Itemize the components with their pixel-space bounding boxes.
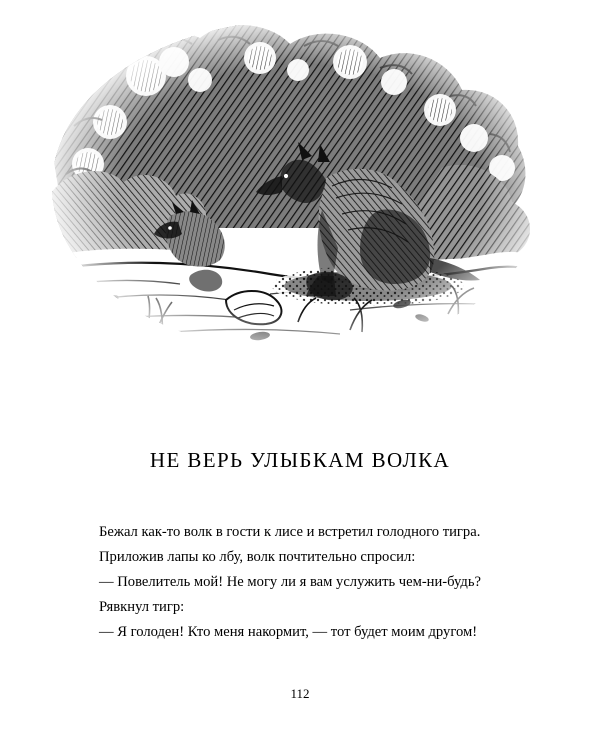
page-number: 112 <box>290 686 310 701</box>
paragraph: Бежал как-то волк в гости к лисе и встретил голодного тигра. <box>99 524 481 540</box>
paragraph: — Я голоден! Кто меня накормит, — тот будет моим другом! <box>99 624 478 640</box>
paragraph: — Повелитель мой! Не могу ли я вам услужить чем-ни-будь? <box>99 574 481 590</box>
paragraph: Приложив лапы ко лбу, волк почтительно спросил: <box>99 549 416 565</box>
paragraph: Рявкнул тигр: <box>99 599 185 615</box>
wolf-and-fox-illustration <box>50 18 550 358</box>
page-title: НЕ ВЕРЬ УЛЫБКАМ ВОЛКА <box>149 448 451 472</box>
story-body <box>63 520 537 645</box>
